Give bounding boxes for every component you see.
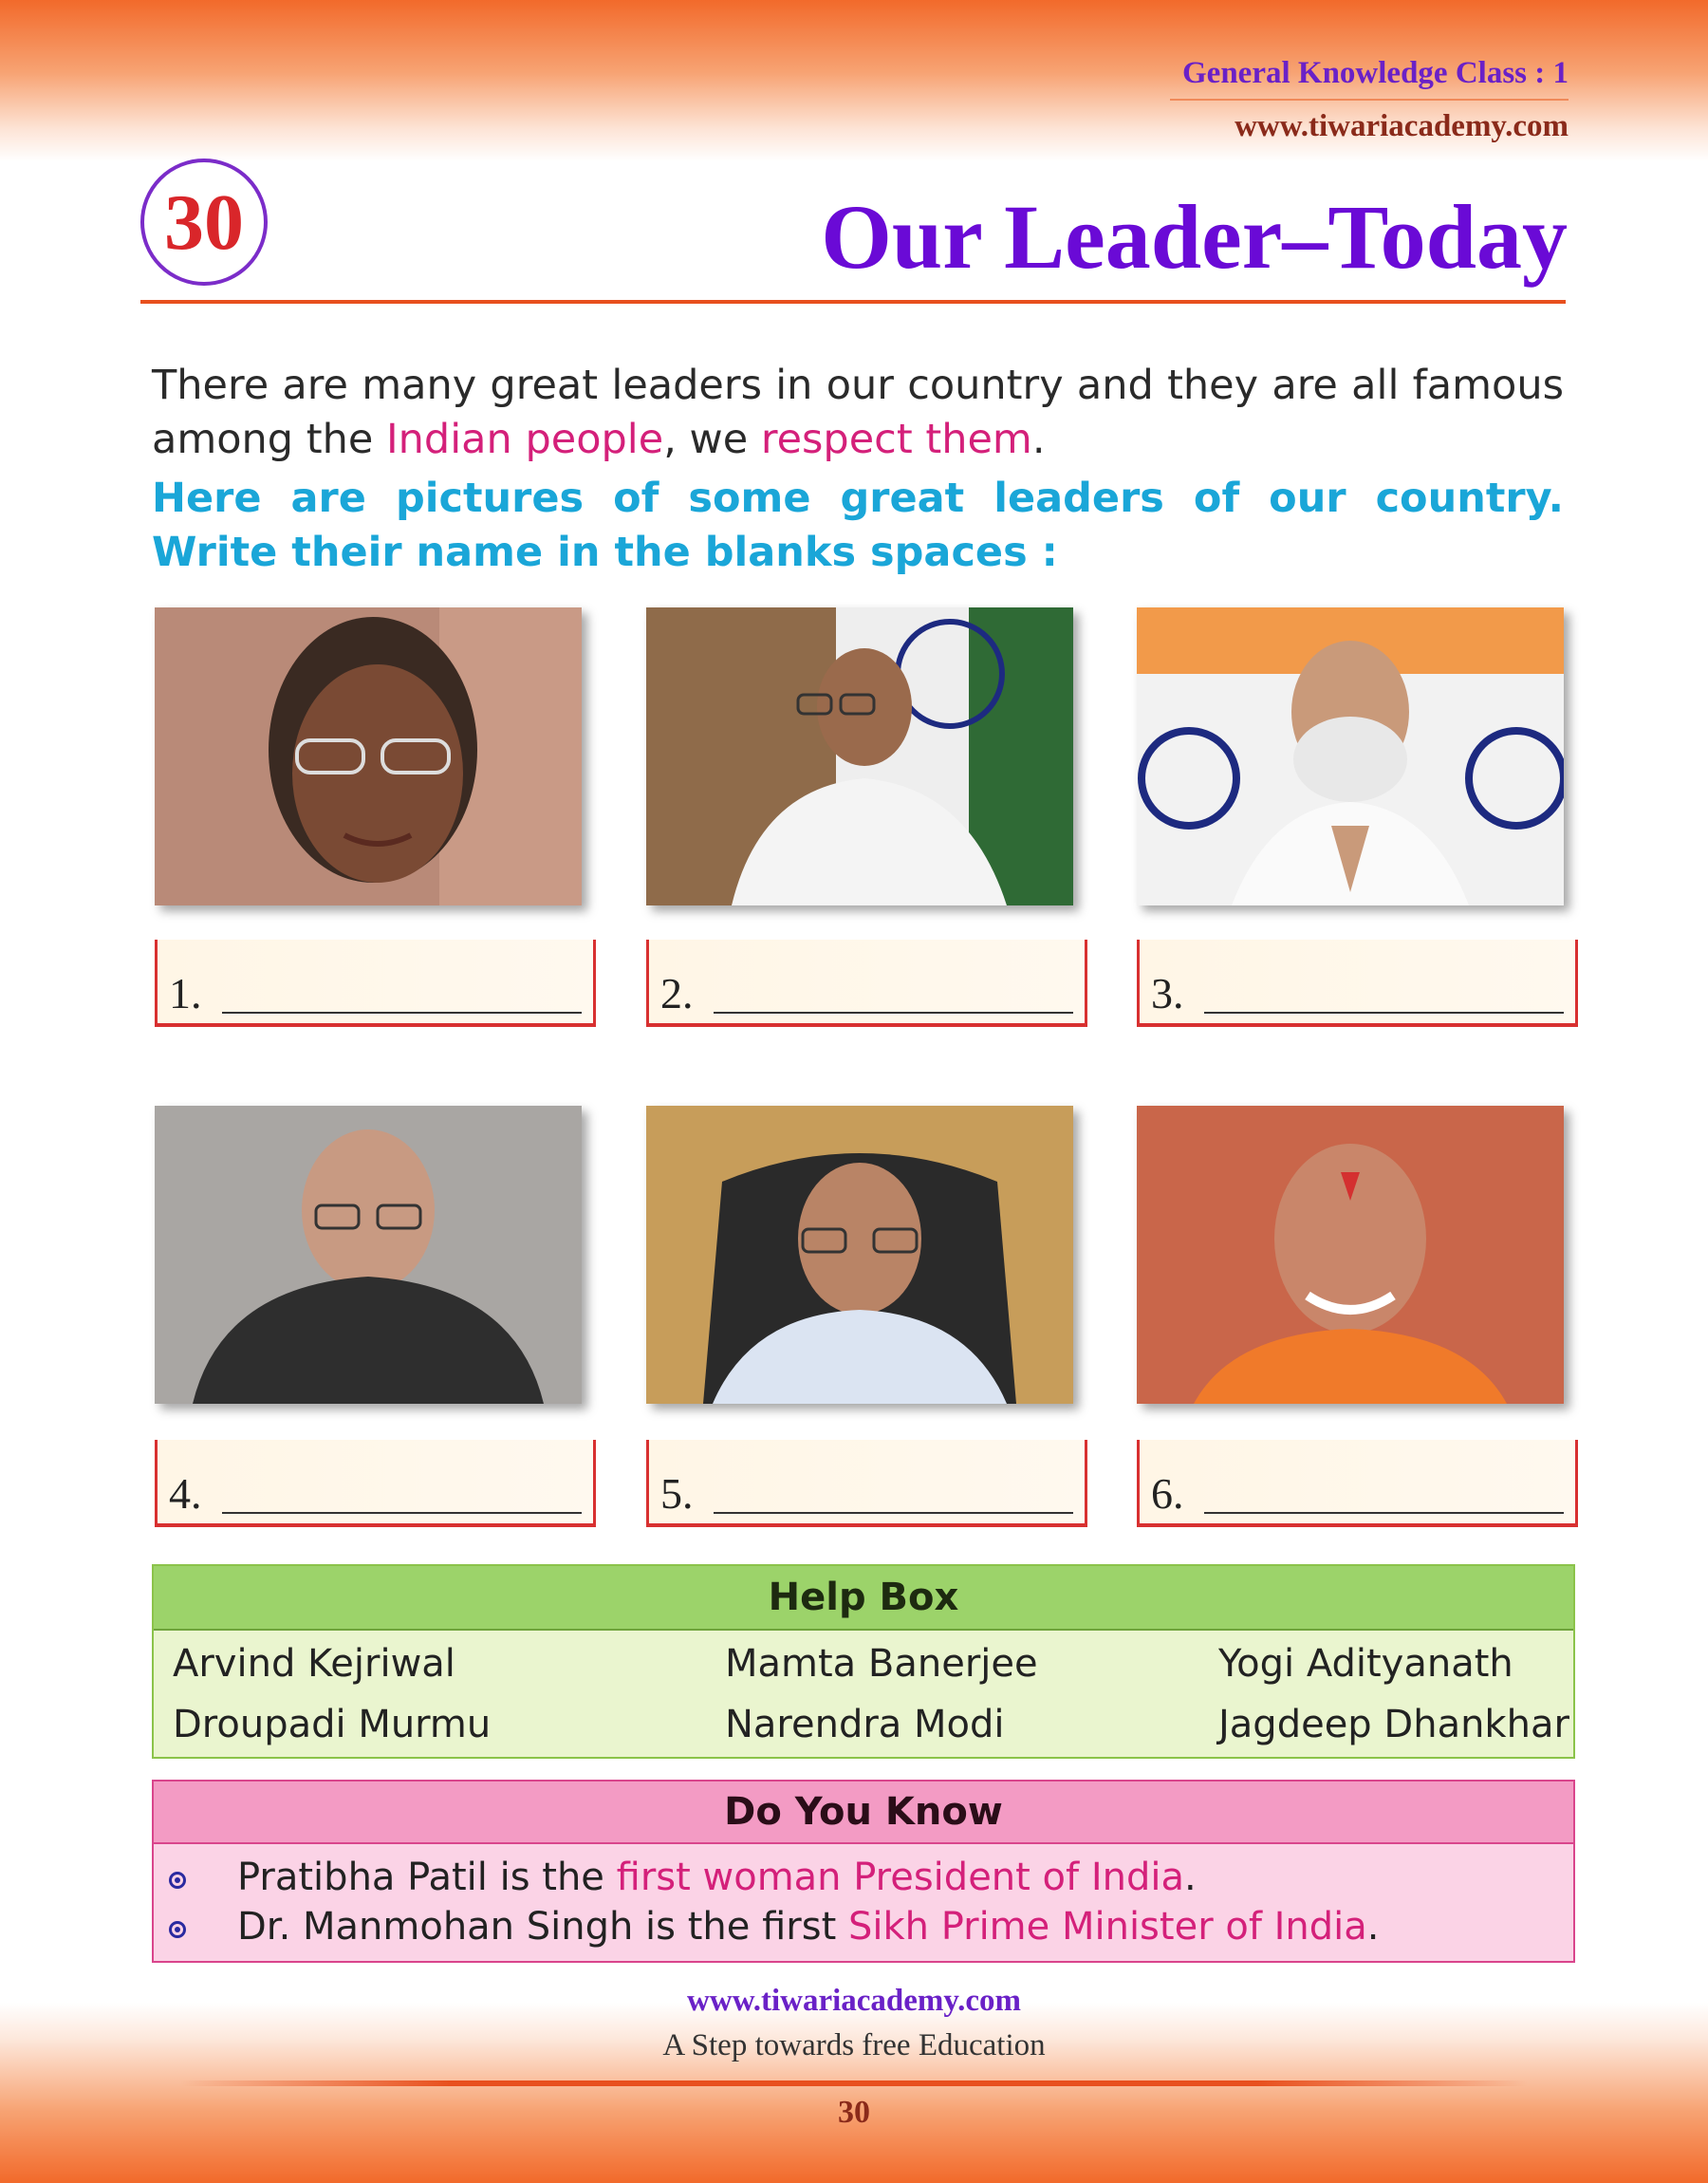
portrait-man-dark-jacket-icon	[155, 1106, 582, 1404]
leader-photo-4	[155, 1106, 582, 1404]
writing-line	[714, 1512, 1073, 1514]
footer-tagline: A Step towards free Education	[662, 2028, 1046, 2062]
blank-number: 4.	[169, 1469, 202, 1518]
portrait-woman-glasses-icon	[155, 607, 582, 905]
writing-line	[222, 1512, 582, 1514]
blank-number: 2.	[660, 969, 694, 1017]
header-divider	[1170, 99, 1569, 101]
fact-highlight: first woman President of India	[616, 1856, 1184, 1899]
fact-highlight: Sikh Prime Minister of India	[847, 1905, 1367, 1949]
help-box-title: Help Box	[154, 1566, 1573, 1631]
intro-text-1: There are many great leaders in our country and they are all famous among the	[152, 362, 1564, 463]
chapter-number-badge: 30	[140, 159, 268, 286]
instruction-text: Here are pictures of some great leaders of our country. Write their name in the blanks spaces :	[152, 475, 1564, 576]
writing-line	[1204, 1012, 1564, 1014]
help-name: Yogi Adityanath	[1218, 1642, 1513, 1686]
bullet-icon	[169, 1872, 186, 1889]
fact-item-2	[237, 1905, 1380, 1949]
do-you-know-box	[152, 1780, 1575, 1963]
intro-paragraph	[152, 359, 1564, 467]
help-name: Narendra Modi	[725, 1703, 1005, 1746]
header-website-link[interactable]: www.tiwariacademy.com	[1235, 109, 1569, 143]
fact-item-1	[237, 1856, 1197, 1899]
fact-text: Pratibha Patil is the	[237, 1856, 617, 1899]
do-you-know-title: Do You Know	[154, 1782, 1573, 1844]
help-box-names	[154, 1631, 1573, 1761]
portrait-man-saffron-robe-icon	[1137, 1106, 1564, 1404]
portrait-man-namaste-icon	[1137, 607, 1564, 905]
fact-text: .	[1366, 1905, 1380, 1949]
leader-photo-5	[646, 1106, 1073, 1404]
class-label: General Knowledge Class : 1	[1182, 56, 1569, 90]
answer-blank-1[interactable]	[155, 940, 596, 1027]
answer-blank-5[interactable]	[646, 1440, 1087, 1527]
writing-line	[1204, 1512, 1564, 1514]
fact-text: Dr. Manmohan Singh is the first	[237, 1905, 848, 1949]
title-divider	[140, 300, 1566, 304]
bullet-icon	[169, 1921, 186, 1938]
writing-line	[222, 1012, 582, 1014]
intro-text-3: .	[1031, 416, 1046, 463]
answer-blank-6[interactable]	[1137, 1440, 1578, 1527]
chapter-title: Our Leader–Today	[821, 186, 1568, 288]
help-name: Arvind Kejriwal	[173, 1642, 455, 1686]
leader-photo-2	[646, 607, 1073, 905]
leader-photo-3	[1137, 607, 1564, 905]
help-box	[152, 1564, 1575, 1759]
blank-number: 5.	[660, 1469, 694, 1518]
intro-text-2: , we	[663, 416, 761, 463]
answer-blank-3[interactable]	[1137, 940, 1578, 1027]
footer-divider	[180, 2080, 1528, 2086]
leader-photo-6	[1137, 1106, 1564, 1404]
help-name: Jagdeep Dhankhar	[1218, 1703, 1569, 1746]
page-header	[1170, 49, 1569, 150]
leader-photo-1	[155, 607, 582, 905]
help-name: Droupadi Murmu	[173, 1703, 492, 1746]
portrait-man-blue-shirt-icon	[646, 1106, 1073, 1404]
help-name: Mamta Banerjee	[725, 1642, 1038, 1686]
portrait-woman-speaking-icon	[646, 607, 1073, 905]
footer-website-link[interactable]: www.tiwariacademy.com	[687, 1984, 1021, 2018]
blank-number: 3.	[1151, 969, 1184, 1017]
blank-number: 1.	[169, 969, 202, 1017]
fact-text: .	[1183, 1856, 1197, 1899]
intro-highlight-1: Indian people	[386, 416, 664, 463]
writing-line	[714, 1012, 1073, 1014]
intro-highlight-2: respect them	[760, 416, 1032, 463]
page-number: 30	[838, 2095, 870, 2130]
answer-blank-2[interactable]	[646, 940, 1087, 1027]
blank-number: 6.	[1151, 1469, 1184, 1518]
answer-blank-4[interactable]	[155, 1440, 596, 1527]
